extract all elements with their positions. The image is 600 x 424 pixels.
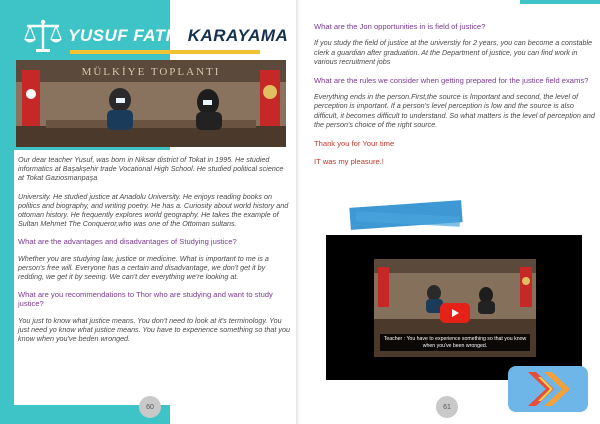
video-subtitle: Teacher : You have to experience something so that you know when you've been wronged. [380,334,530,351]
question-recommendations: What are you recommendations to Thor who are studying and want to study justice? [18,290,273,309]
bio-paragraph-2: University. He studied justice at Anadolu University. He enjoys reading books on politics and biography, and writing poetry. He has a. Curiosity about world history and ottoman history. He frequently explores world geography. He takes the example of Sultan Mehmet The Conqueror,who was one of the Ottoman sultans. [18,191,289,229]
name-last: KARAYAMA [187,26,289,45]
left-article-body [18,155,290,352]
page-number-right: 61 [436,396,458,418]
teal-accent-bar [520,0,600,4]
play-button[interactable] [440,303,470,323]
header-underline [70,50,260,54]
bio-paragraph-1: Our dear teacher Yusuf, was born in Niksar district of Tokat in 1995. He studied informatics at Başakşehir trade Vocational High School. He studied political science at Tokat Gaziosmanpaşa [18,155,284,183]
answer-exam-rules: Everything ends in the person.First,the source is İmportant and second, the level of perception is important. If a person's level perception is low and the source is also difficult, it becomes difficult to understand. So what matters is the level of perception and the person's choice of the right source. [314,92,595,130]
answer-opportunities: If you study the field of justice at the universtiy for 2 years, you can become a constable clerk a guardian after graduation. At the Department of justice, you can find work in various recruitment jobs [314,38,593,67]
answer-advantages: Whether you are studying law, justice or medicine. What is important to me is a person's free will. Everyone has a certain and disadvantage, we don't get it by redding, we get it by seeing. We can't der everything we're looking at. [18,253,269,282]
answer-recommendations: You just to know what justice means. You don't need to look at it's terminology. You just need yo know what justice means. You have to experience something so that you know when you've beden wronged. [18,315,290,344]
question-advantages: What are the advantages and disadvantages of Studying justice? [18,237,237,247]
interview-photo-illustration [16,60,286,147]
scales-of-justice-icon [22,18,64,54]
interview-photo [16,60,286,147]
photo-banner-text: MÜLKİYE TOPLANTI [81,66,221,78]
question-exam-rules: What are the rules we consider when getting prepared for the justice field exams? [314,75,589,85]
page-header [22,18,288,54]
reply-line: IT was my pleasure.! [314,157,384,167]
video-frame [374,259,536,357]
embedded-video-player[interactable] [326,235,582,380]
right-article-body [314,22,596,175]
next-page-button[interactable] [508,366,588,412]
play-icon [450,308,460,318]
double-chevron-right-icon [508,366,588,412]
name-first: YUSUF FATIH [68,26,184,45]
question-opportunities: What are the Jon opportunities in is field of justice? [314,22,486,31]
page-number-left: 60 [139,396,161,418]
thanks-line: Thank you for Your time [314,138,395,148]
